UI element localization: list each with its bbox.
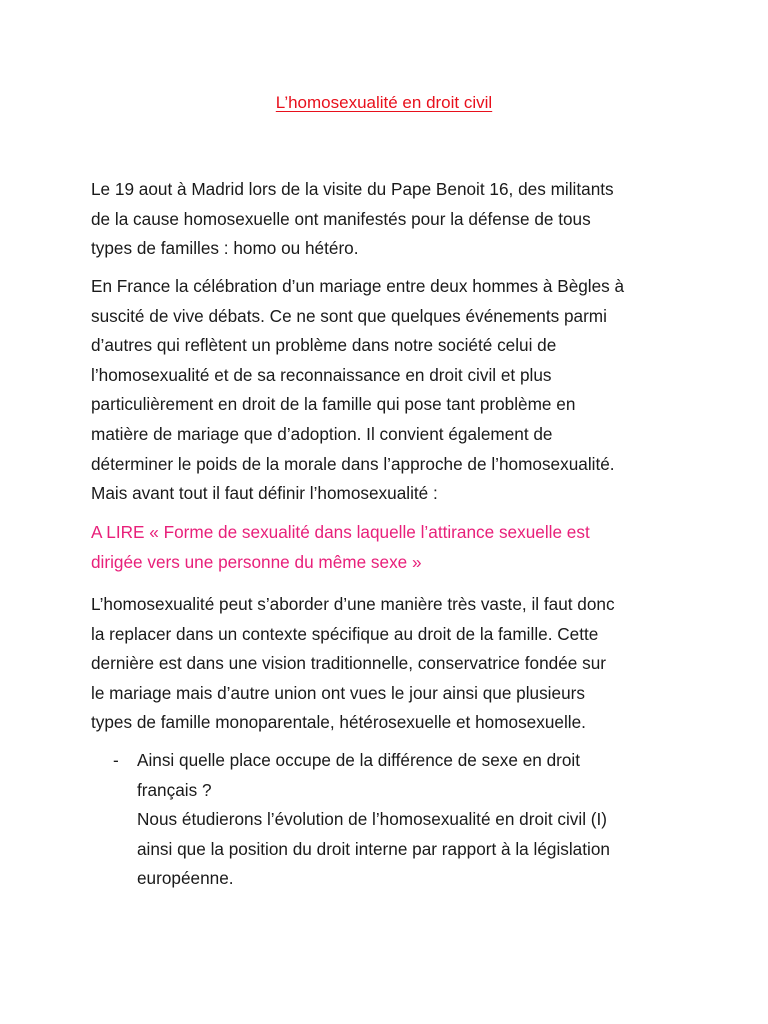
paragraph-line: L’homosexualité peut s’aborder d’une manière très vaste, il faut donc: [91, 594, 615, 614]
paragraph-line: d’autres qui reflètent un problème dans notre société celui de: [91, 335, 557, 356]
paragraph-scope: [91, 590, 691, 738]
paragraph-line: En France la célébration d’un mariage entre deux hommes à Bègles à: [91, 276, 625, 296]
paragraph-line: types de famille monoparentale, hétérosexuelle et homosexuelle.: [91, 712, 586, 733]
list-item-line: Ainsi quelle place occupe de la différence de sexe en droit: [137, 750, 581, 770]
paragraph-line: la replacer dans un contexte spécifique au droit de la famille. Cette: [91, 623, 599, 644]
paragraph-line: Le 19 aout à Madrid lors de la visite du Pape Benoit 16, des militants: [91, 179, 614, 199]
list-item-line: ainsi que la position du droit interne par rapport à la législation: [137, 838, 610, 859]
dash-bullet: -: [113, 750, 119, 770]
bullet-list: [91, 746, 691, 894]
paragraph-line: dernière est dans une vision traditionnelle, conservatrice fondée sur: [91, 653, 606, 674]
paragraph-line: l’homosexualité et de sa reconnaissance en droit civil et plus: [91, 364, 552, 385]
paragraph-line: particulièrement en droit de la famille qui pose tant problème en: [91, 394, 576, 415]
definition-line: dirigée vers une personne du même sexe »: [91, 551, 422, 572]
definition-quote: [91, 518, 691, 577]
list-item: [91, 746, 691, 894]
paragraph-context: [91, 272, 691, 509]
list-item-line: français ?: [137, 779, 212, 800]
paragraph-line: matière de mariage que d’adoption. Il convient également de: [91, 423, 553, 444]
paragraph-line: types de familles : homo ou hétéro.: [91, 238, 359, 259]
paragraph-line: de la cause homosexuelle ont manifestés pour la défense de tous: [91, 208, 591, 229]
paragraph-line: suscité de vive débats. Ce ne sont que quelques événements parmi: [91, 305, 607, 326]
paragraph-intro: [91, 175, 691, 264]
paragraph-line: le mariage mais d’autre union ont vues le jour ainsi que plusieurs: [91, 682, 585, 703]
list-item-line: Nous étudierons l’évolution de l’homosexualité en droit civil (I): [137, 809, 608, 830]
paragraph-line: Mais avant tout il faut définir l’homosexualité :: [91, 483, 438, 504]
list-item-line: européenne.: [137, 868, 234, 889]
document-title: L’homosexualité en droit civil: [275, 93, 493, 112]
paragraph-line: déterminer le poids de la morale dans l’approche de l’homosexualité.: [91, 453, 615, 474]
definition-line: A LIRE « Forme de sexualité dans laquelle l’attirance sexuelle est: [91, 522, 590, 542]
